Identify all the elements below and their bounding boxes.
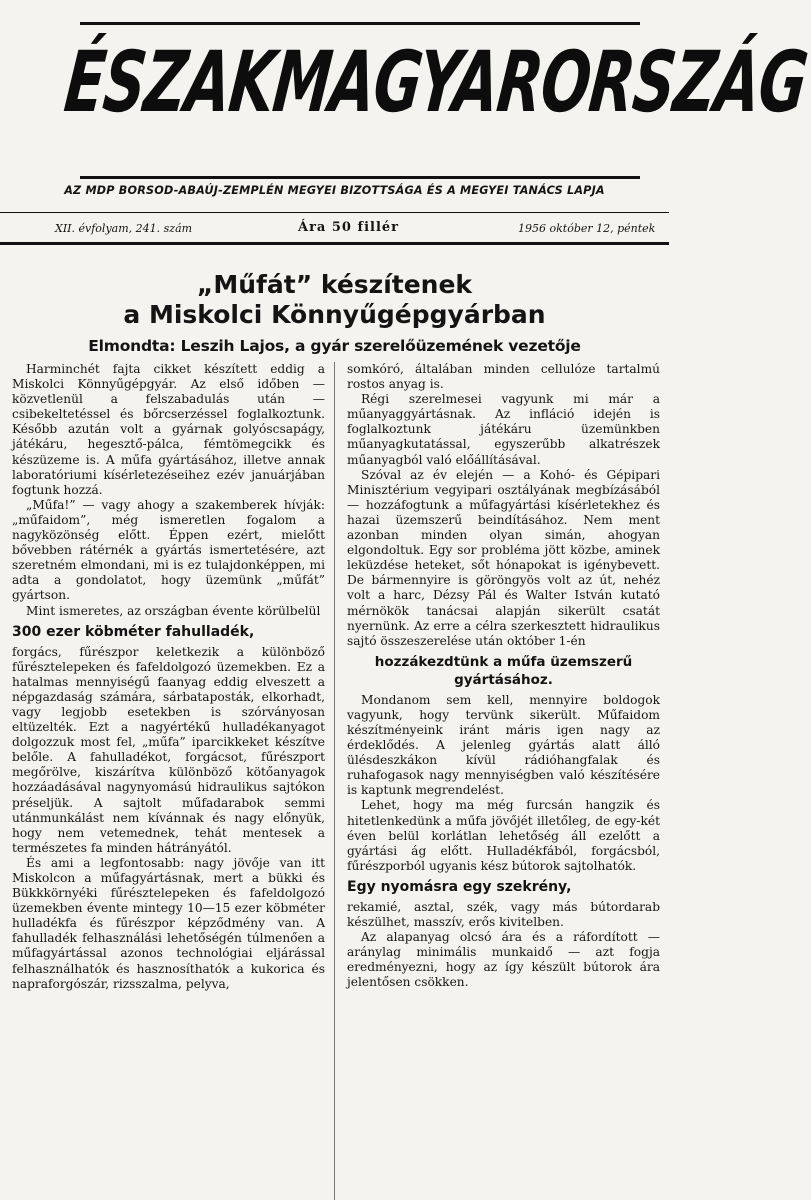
paragraph: Az alapanyag olcsó ára és a ráfordított — aránylag minimális munkaidő — azt fogja eredményezni, hogy az így készült bútorok ára jelentősen csökken. (347, 930, 660, 990)
column-divider (334, 362, 335, 1200)
masthead (0, 0, 811, 255)
issue-top-rule (0, 212, 669, 213)
section-heading: Egy nyomásra egy szekrény, (347, 878, 572, 895)
masthead-bottom-rule (80, 176, 640, 179)
section-heading: 300 ezer köbméter fahulladék, (12, 623, 255, 640)
headline-line-2: a Miskolci Könnyűgépgyárban (123, 300, 546, 329)
paragraph: Mondanom sem kell, mennyire boldogok vagyunk, hogy tervünk sikerült. Műfaidom készítményeink iránt máris igen nagy az érdeklődés. A jelenleg gyártás alatt álló ülésdeszkákon kívül rádióhangfalak és ruhafogasok nagy mennyiségben való készítésére is kaptunk megrendelést. (347, 692, 660, 798)
paragraph: Szóval az év elején — a Kohó- és Gépipari Minisztérium vegyipari osztályának megbízásából — hozzáfogtunk a műfagyártási kísérletekhez és hazai üzemszerű beindításához. Nem ment azonban minden olyan simán, ahogyan elgondoltuk. Egy sor probléma jött közbe, aminek leküzdése heteket, sőt hónapokat is igénybevett. De bármennyire is göröngyös volt az út, nehéz volt a harc, Dézsy Pál és Walter István kutató mérnökök tanácsai alapján sikerült csatát nyernünk. Az erre a célra szerkesztett hidraulikus sajtó összeszerelése után október 1-én (347, 467, 660, 648)
newspaper-subtitle: AZ MDP BORSOD-ABAÚJ-ZEMPLÉN MEGYEI BIZOTTSÁGA ÉS A MEGYEI TANÁCS LAPJA (64, 184, 605, 197)
paragraph: Mint ismeretes, az országban évente körülbelül (26, 603, 321, 618)
issue-info-line (0, 218, 669, 238)
headline-line-1: „Műfát” készítenek (196, 270, 473, 299)
paragraph: forgács, fűrészpor keletkezik a különböző fűrésztelepeken és fafeldolgozó üzemekben. Ez a hatalmas mennyiségű faanyag eddig elveszett a népgazdaság számára, sárbataposták, elkorhadt, vagy legjobb esetekben is szórványosan eltüzelték. Ezt a nagyértékű hulladékanyagot dolgozzuk most fel, „műfa” iparcikkeket készítve belőle. A fahulladékot, forgácsot, fűrészport megőrölve, kiszárítva különböző kötőanyagok hozzáadásával nagynyomású hidraulikus sajtókon préseljük. A sajtolt műfadarabok semmi utánmunkálást nem kívánnak és nagy előnyük, hogy nem vetemednek, tehát mentesek a természetes fa minden hátrányától. (12, 644, 325, 855)
paragraph: somkóró, általában minden cellulóze tartalmú rostos anyag is. (347, 362, 660, 392)
right-column (347, 362, 660, 990)
article-headline (0, 270, 669, 330)
price: Ára 50 fillér (298, 220, 400, 235)
issue-bottom-rule (0, 242, 669, 245)
article-subhead: Elmondta: Leszih Lajos, a gyár szerelőüzemének vezetője (88, 337, 581, 355)
left-column (12, 362, 325, 992)
section-heading: hozzákezdtünk a műfa üzemszerű gyártásához. (374, 653, 633, 688)
newspaper-title: ÉSZAKMAGYARORSZÁG (60, 32, 811, 132)
issue-date: 1956 október 12, péntek (518, 222, 656, 235)
issue-number: XII. évfolyam, 241. szám (55, 222, 193, 235)
masthead-top-rule (80, 22, 640, 25)
paragraph: Harminchét fajta cikket készített eddig a Miskolci Könnyűgépgyár. Az első időben — közvetlenül a felszabadulás után — csibekeltetéssel és bőrcserzéssel foglalkoztunk. Később azután volt a gyárnak golyóscsapágy, játékáru, hegesztő-pálca, fémtömegcikk és készüzeme is. A műfa gyártásához, illetve annak laboratóriumi kísérletezéseihez ezév januárjában fogtunk hozzá. (12, 362, 325, 497)
paragraph: És ami a legfontosabb: nagy jövője van itt Miskolcon a műfagyártásnak, mert a bükki és Bükkkörnyéki fűrésztelepeken és fafeldolgozó üzemekben évente mintegy 10—15 ezer köbméter hulladékfa és fűrészpor képződmény van. A fahulladék felhasználási lehetőségén túlmenően a műfagyártással azonos technológiai eljárással felhasználhatók és hasznosíthatók a kukorica és napraforgószár, rizsszalma, pelyva, (12, 855, 325, 991)
paragraph: „Műfa!” — vagy ahogy a szakemberek hívják: „műfaidom”, még ismeretlen fogalom a nagyközönség előtt. Éppen ezért, mielőtt bővebben rátérnék a gyártás ismertetésére, azt szeretném elmondani, mi is ez tulajdonképpen, mi adta a gondolatot, hogy üzemünk „műfát” gyártson. (12, 497, 325, 603)
paragraph: Régi szerelmesei vagyunk mi már a műanyaggyártásnak. Az infláció idején is foglalkoztunk játékáru üzemünkben műanyagkutatással, egyszerűbb alkatrészek műanyagból való előállításával. (347, 392, 660, 467)
paragraph: rekamié, asztal, szék, vagy más bútordarab készülhet, masszív, erős kivitelben. (347, 899, 660, 929)
paragraph: Lehet, hogy ma még furcsán hangzik és hitetlenkedünk a műfa jövőjét illetőleg, de egy-két éven belül korlátlan lehetőség áll ezelőtt a gyártási ág előtt. Hulladékfából, forgácsból, fűrészporból ugyanis kész bútorok sajtolhatók. (347, 798, 660, 873)
